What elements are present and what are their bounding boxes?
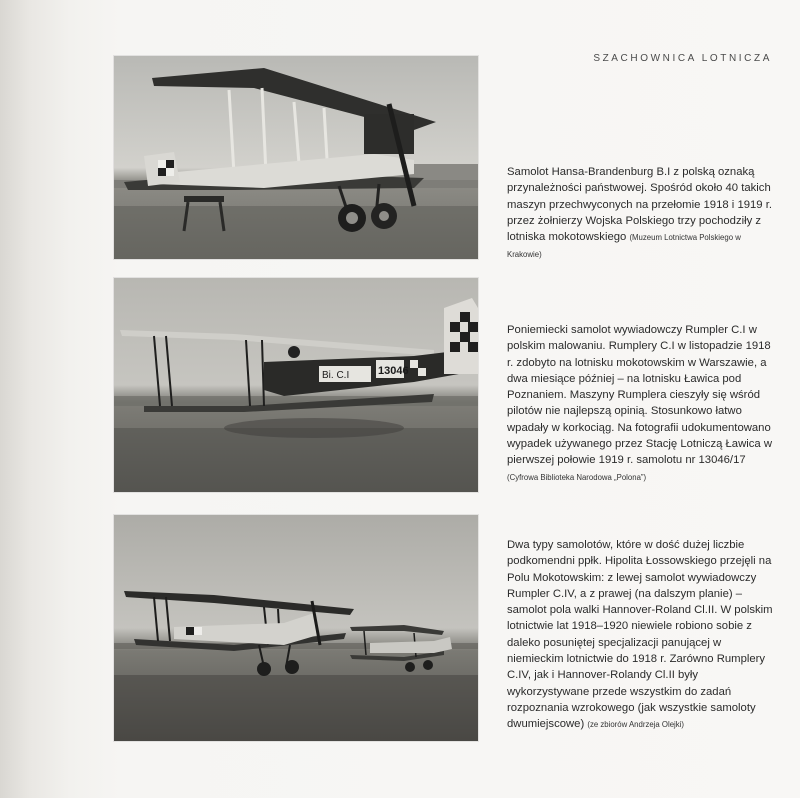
fuselage-marking: Bi. C.I xyxy=(322,370,350,381)
photo-hansa-brandenburg-image xyxy=(114,56,478,259)
caption-text: Dwa typy samolotów, które w dość dużej liczbie podkomendni ppłk. Hipolita Łossowskiego przejęli na Polu Mokotowskim: z lewej samolot wywiadowczy Rumpler C.IV, a z prawej (na dalszym planie) – samolot pola walki Hannover-Roland Cl.II. W polskim lotnictwie lat 1918–1920 niewiele robiono sobie z daleko posuniętej specjalizacji panującej w niemieckim lotnictwie do 1918 r. Zarówno Rumplery C.IV, jak i Hannover-Rolandy Cl.II były wykorzystywane przede wszystkim do zadań rozpoznania wzrokowego (jak wszystkie samoloty dwumiejscowe) xyxy=(507,539,773,731)
photo-rumpler-ci xyxy=(114,278,478,492)
caption-rumpler-ci xyxy=(507,322,777,486)
photo-hansa-brandenburg xyxy=(114,56,478,259)
fuselage-number: 13046 xyxy=(378,365,409,377)
caption-text: Samolot Hansa-Brandenburg B.I z polską oznaką przynależności państwowej. Spośród około 40 takich maszyn przechwyconych na przełomie 1918 i 1919 r. przez żołnierzy Wojska Polskiego trzy pochodziły z lotniska mokotowskiego xyxy=(507,166,772,244)
caption-rumpler-hannover xyxy=(507,537,777,734)
caption-source: (Muzeum Lotnictwa Polskiego w Krakowie) xyxy=(507,233,741,260)
running-head: SZACHOWNICA LOTNICZA xyxy=(593,53,772,64)
caption-hansa-brandenburg xyxy=(507,164,777,264)
photo-rumpler-ci-image xyxy=(114,278,478,492)
photo-rumpler-hannover-image xyxy=(114,515,478,741)
caption-source: (ze zbiorów Andrzeja Olejki) xyxy=(587,720,685,730)
caption-text: Poniemiecki samolot wywiadowczy Rumpler C.I w polskim malowaniu. Rumplery C.I w listopadzie 1918 r. zdobyto na lotnisku mokotowskim w Warszawie, a dwa miesiące później – na lotnisku Ławica pod Poznaniem. Maszyny Rumplera cieszyły się wśród pilotów nie najlepszą opinią. Stosunkowo łatwo wpadały w korkociąg. Na fotografii udokumentowano wypadek używanego przez Stację Lotniczą Ławica w pierwszej połowie 1919 r. samolotu nr 13046/17 xyxy=(507,324,772,467)
caption-source: (Cyfrowa Biblioteka Narodowa „Polona”) xyxy=(507,472,647,482)
photo-rumpler-hannover xyxy=(114,515,478,741)
